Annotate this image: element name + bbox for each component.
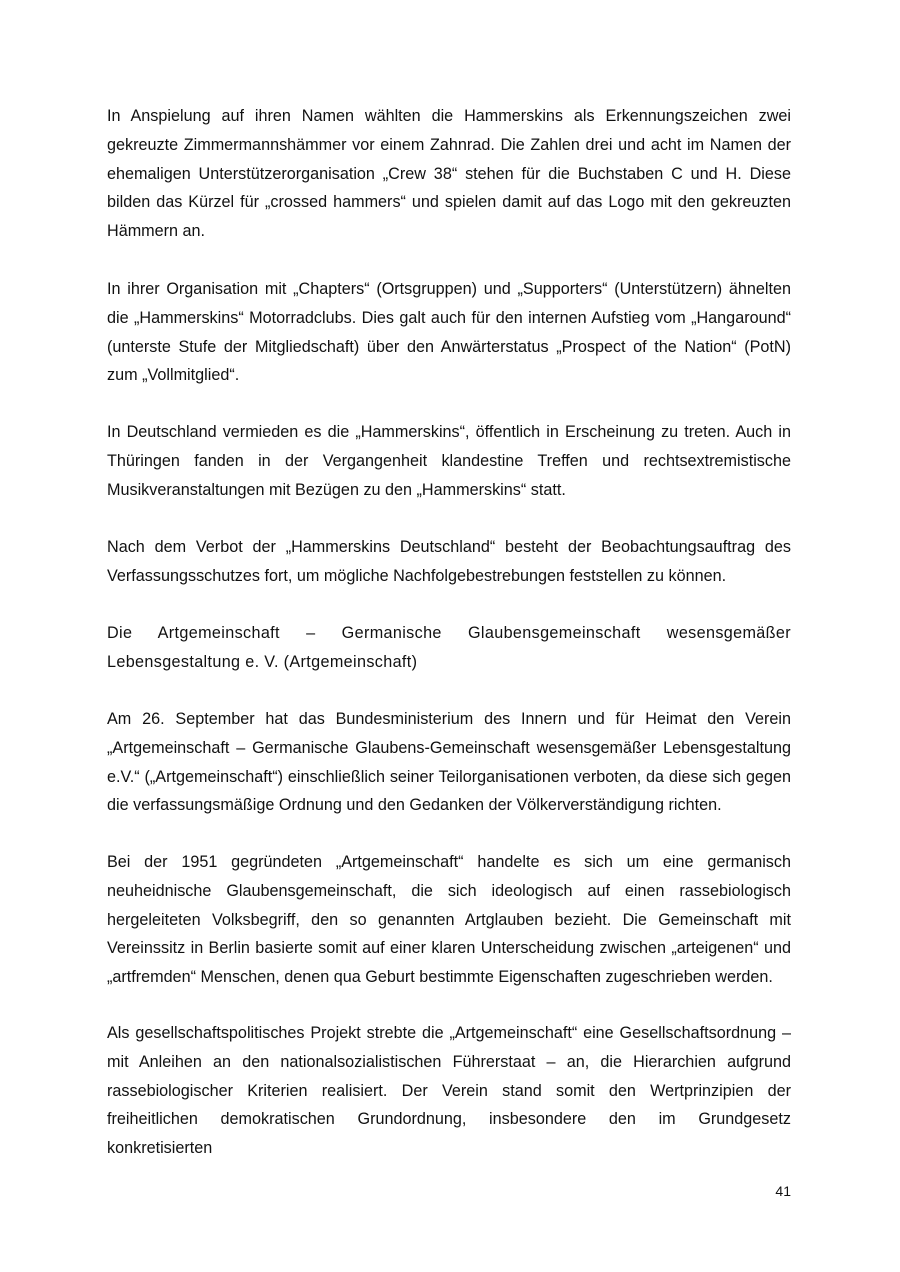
paragraph-artgemeinschaft-project: Als gesellschaftspolitisches Projekt strebte die „Artgemeinschaft“ eine Gesellschaftsordnung – mit Anleihen an den nationalsozialistischen Führerstaat – an, die Hierarchien aufgrund rassebiologischer Kriterien realisiert. Der Verein stand somit den Wertprinzipien der freiheitlichen demokratischen Grundordnung, insbesondere den im Grundgesetz konkretisierten	[107, 1024, 791, 1158]
paragraph-hammerskins-germany: In Deutschland vermieden es die „Hammerskins“, öffentlich in Erscheinung zu treten. Auch in Thüringen fanden in der Vergangenheit klandestine Treffen und rechtsextremistische Musikveranstaltungen mit Bezügen zu den „Hammerskins“ statt.	[107, 423, 791, 499]
paragraph-artgemeinschaft-ban: Am 26. September hat das Bundesministerium des Innern und für Heimat den Verein „Artgemeinschaft – Germanische Glaubens-Gemeinschaft wesensgemäßer Lebensgestaltung e.V.“ („Artgemeinschaft“) einschließlich seiner Teilorganisationen verboten, da diese sich gegen die verfassungsmäßige Ordnung und den Gedanken der Völkerverständigung richten.	[107, 710, 791, 815]
paragraph-hammerskins-symbol: In Anspielung auf ihren Namen wählten die Hammerskins als Erkennungszeichen zwei gekreuzte Zimmermannshämmer vor einem Zahnrad. Die Zahlen drei und acht im Namen der ehemaligen Unterstützerorganisation „Crew 38“ stehen für die Buchstaben C und H. Diese bilden das Kürzel für „crossed hammers“ und spielen damit auf das Logo mit den gekreuzten Hämmern an.	[107, 107, 791, 241]
section-heading-artgemeinschaft: Die Artgemeinschaft – Germanische Glaubensgemeinschaft wesensgemäßer Lebensgestaltung e. V. (Artgemeinschaft)	[107, 624, 791, 671]
page-number: 41	[775, 1183, 791, 1199]
paragraph-hammerskins-ban: Nach dem Verbot der „Hammerskins Deutschland“ besteht der Beobachtungsauftrag des Verfassungsschutzes fort, um mögliche Nachfolgebestrebungen feststellen zu können.	[107, 538, 791, 585]
paragraph-hammerskins-organisation: In ihrer Organisation mit „Chapters“ (Ortsgruppen) und „Supporters“ (Unterstützern) ähnelten die „Hammerskins“ Motorradclubs. Dies galt auch für den internen Aufstieg vom „Hangaround“ (unterste Stufe der Mitgliedschaft) über den Anwärterstatus „Prospect of the Nation“ (PotN) zum „Vollmitglied“.	[107, 280, 791, 385]
paragraph-artgemeinschaft-ideology: Bei der 1951 gegründeten „Artgemeinschaft“ handelte es sich um eine germanisch neuheidnische Glaubensgemeinschaft, die sich ideologisch auf einen rassebiologisch hergeleiteten Volksbegriff, den so genannten Artglauben bezieht. Die Gemeinschaft mit Vereinssitz in Berlin basierte somit auf einer klaren Unterscheidung zwischen „arteigenen“ und „artfremden“ Menschen, denen qua Geburt bestimmte Eigenschaften zugeschrieben werden.	[107, 853, 791, 987]
